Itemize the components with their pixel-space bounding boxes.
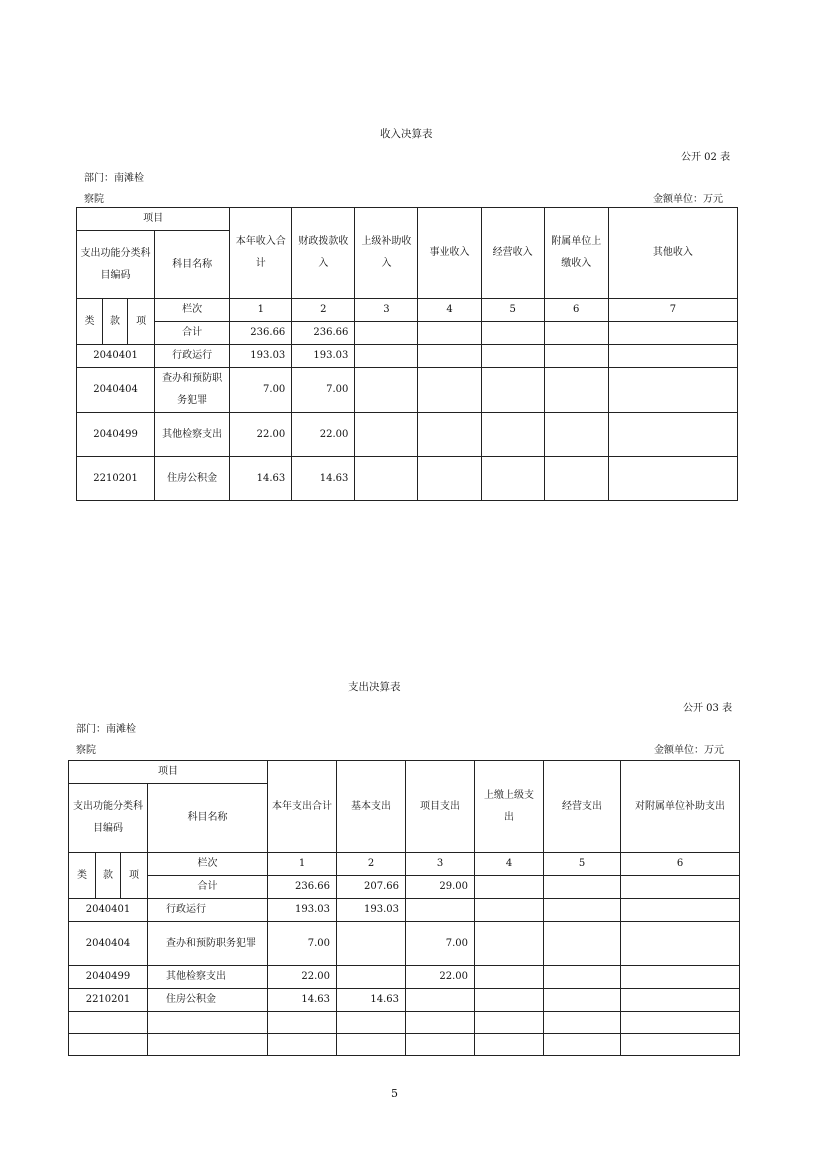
row-name: 查办和预防职务犯罪 (155, 368, 230, 413)
colnum: 5 (481, 299, 544, 322)
row-value (337, 922, 406, 966)
expense-department-cont: 察院 (76, 745, 96, 756)
colnum: 2 (292, 299, 355, 322)
colnum: 1 (268, 853, 337, 876)
income-department: 部门：南滩检 (84, 173, 144, 184)
row-value: 7.00 (268, 922, 337, 966)
row-value: 22.00 (292, 413, 355, 457)
row-value: 193.03 (337, 899, 406, 922)
total-value: 236.66 (268, 876, 337, 899)
row-value: 193.03 (292, 345, 355, 368)
header-col-6: 对附属单位补助支出 (621, 761, 740, 853)
colnum: 6 (544, 299, 608, 322)
colnum: 1 (230, 299, 292, 322)
row-value: 22.00 (230, 413, 292, 457)
expense-title: 支出决算表 (348, 681, 401, 693)
header-xiangmu: 项目 (77, 208, 230, 231)
table-row (77, 413, 738, 457)
total-value: 207.66 (337, 876, 406, 899)
income-table-code: 公开 02 表 (681, 152, 731, 163)
colnum: 3 (406, 853, 475, 876)
row-name: 其他检察支出 (148, 966, 268, 989)
row-code: 2040401 (77, 345, 155, 368)
expense-department: 部门：南滩检 (76, 724, 136, 735)
total-value: 236.66 (292, 322, 355, 345)
header-xiangmu: 项目 (69, 761, 268, 784)
header-lanci: 栏次 (155, 299, 230, 322)
header-col-1: 本年支出合计 (268, 761, 337, 853)
row-value: 22.00 (268, 966, 337, 989)
colnum: 4 (475, 853, 544, 876)
expense-table (68, 760, 740, 1056)
row-code: 2210201 (77, 457, 155, 501)
row-name: 查办和预防职务犯罪 (148, 922, 268, 966)
row-value: 14.63 (337, 989, 406, 1012)
row-code: 2040401 (69, 899, 148, 922)
table-row (69, 922, 740, 966)
row-value (337, 966, 406, 989)
total-value: 236.66 (230, 322, 292, 345)
header-col-2: 财政拨款收入 (292, 208, 355, 299)
table-row (77, 457, 738, 501)
colnum: 6 (621, 853, 740, 876)
header-subject-name: 科目名称 (155, 231, 230, 299)
income-department-cont: 察院 (84, 194, 104, 205)
colnum: 7 (608, 299, 737, 322)
header-col-5: 经营收入 (481, 208, 544, 299)
row-value: 193.03 (268, 899, 337, 922)
row-value: 14.63 (230, 457, 292, 501)
header-lanci: 栏次 (148, 853, 268, 876)
table-row (69, 989, 740, 1012)
row-value: 7.00 (406, 922, 475, 966)
row-value: 7.00 (230, 368, 292, 413)
page-number: 5 (391, 1087, 398, 1100)
colnum: 4 (418, 299, 481, 322)
row-code: 2040499 (69, 966, 148, 989)
header-col-3: 上级补助收入 (355, 208, 418, 299)
header-col-7: 其他收入 (608, 208, 737, 299)
header-col-3: 项目支出 (406, 761, 475, 853)
row-value: 14.63 (268, 989, 337, 1012)
header-xiang: 项 (128, 299, 155, 345)
row-name: 住房公积金 (148, 989, 268, 1012)
expense-unit: 金额单位：万元 (654, 745, 724, 756)
expense-table-code: 公开 03 表 (683, 703, 733, 714)
header-subject-name: 科目名称 (148, 784, 268, 853)
total-label: 合计 (148, 876, 268, 899)
row-value: 22.00 (406, 966, 475, 989)
colnum: 3 (355, 299, 418, 322)
row-value: 14.63 (292, 457, 355, 501)
header-xiang: 项 (121, 853, 148, 899)
row-name: 行政运行 (155, 345, 230, 368)
table-row (69, 966, 740, 989)
header-kuan: 款 (103, 299, 128, 345)
header-col-2: 基本支出 (337, 761, 406, 853)
header-function-code: 支出功能分类科目编码 (69, 784, 148, 853)
row-code: 2040499 (77, 413, 155, 457)
total-label: 合计 (155, 322, 230, 345)
header-function-code: 支出功能分类科目编码 (77, 231, 155, 299)
header-kuan: 款 (96, 853, 121, 899)
header-col-4: 事业收入 (418, 208, 481, 299)
header-lei: 类 (69, 853, 96, 899)
header-lei: 类 (77, 299, 103, 345)
table-row-empty (69, 1012, 740, 1034)
table-row (77, 345, 738, 368)
row-value (406, 899, 475, 922)
income-table (76, 207, 738, 501)
row-name: 行政运行 (148, 899, 268, 922)
row-value: 193.03 (230, 345, 292, 368)
row-name: 住房公积金 (155, 457, 230, 501)
row-code: 2040404 (77, 368, 155, 413)
row-code: 2210201 (69, 989, 148, 1012)
header-col-6: 附属单位上缴收入 (544, 208, 608, 299)
row-code: 2040404 (69, 922, 148, 966)
header-col-4: 上缴上级支出 (475, 761, 544, 853)
row-value (406, 989, 475, 1012)
header-col-5: 经营支出 (544, 761, 621, 853)
table-row-empty (69, 1034, 740, 1056)
colnum: 2 (337, 853, 406, 876)
income-unit: 金额单位：万元 (653, 194, 723, 205)
row-name: 其他检察支出 (155, 413, 230, 457)
header-col-1: 本年收入合计 (230, 208, 292, 299)
table-row (69, 899, 740, 922)
row-value: 7.00 (292, 368, 355, 413)
colnum: 5 (544, 853, 621, 876)
income-title: 收入决算表 (380, 128, 433, 140)
total-value: 29.00 (406, 876, 475, 899)
table-row (77, 368, 738, 413)
